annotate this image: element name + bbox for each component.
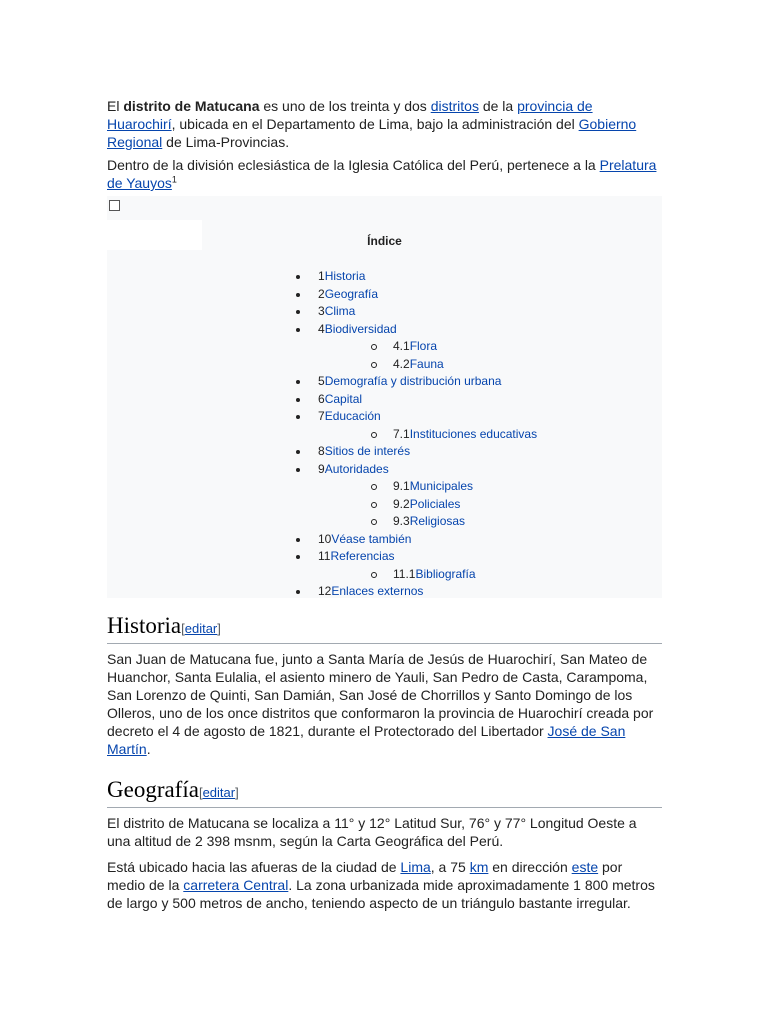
- link-prelatura-yauyos[interactable]: Prelatura de Yauyos: [107, 157, 657, 191]
- toc-link[interactable]: Instituciones educativas: [409, 426, 538, 441]
- body-text: por medio de la: [107, 859, 623, 893]
- toc-link[interactable]: Enlaces externos: [331, 584, 424, 598]
- heading-text: Geografía: [107, 777, 199, 802]
- toc-toggle-checkbox[interactable]: [109, 200, 120, 211]
- geografia-paragraph-1: El distrito de Matucana se localiza a 11° y 12° Latitud Sur, 76° y 77° Longitud Oeste a una altitud de 2 398 msnm, según la Carta Geográfica del Perú.: [107, 815, 637, 849]
- toc-number: 6: [318, 391, 325, 406]
- toc-subitem[interactable]: [296, 496, 537, 514]
- toc-number: 11: [318, 549, 331, 563]
- toc-item[interactable]: [296, 303, 537, 321]
- edit-bracket: [: [181, 621, 185, 636]
- edit-link[interactable]: editar: [184, 621, 218, 636]
- toc-link[interactable]: Historia: [324, 269, 366, 283]
- toc-link[interactable]: Bibliografía: [415, 566, 476, 581]
- link-provincia-huarochiri[interactable]: provincia de Huarochirí: [107, 98, 593, 132]
- toc-link[interactable]: Biodiversidad: [324, 321, 397, 336]
- toc-link[interactable]: Demografía y distribución urbana: [324, 374, 502, 388]
- toc-link[interactable]: Fauna: [409, 356, 444, 371]
- toc-link[interactable]: Educación: [324, 409, 381, 423]
- toc-number: 7.1: [393, 426, 410, 441]
- body-text: Está ubicado hacia las afueras de la ciudad de: [107, 859, 401, 875]
- link-jose-de-san-martin[interactable]: José de San Martín: [107, 723, 626, 757]
- toc-subitem[interactable]: [296, 478, 537, 496]
- toc-number: 9.3: [393, 514, 410, 528]
- toc-subitem[interactable]: [296, 426, 537, 444]
- toc-number: 9.2: [393, 496, 410, 511]
- toc-subitem[interactable]: [296, 356, 537, 374]
- toc-link[interactable]: Referencias: [330, 549, 395, 563]
- intro-text: , ubicada en el Departamento de Lima, bajo la administración del: [171, 116, 579, 132]
- edit-section: [199, 785, 239, 800]
- toc-item[interactable]: [296, 373, 537, 391]
- toc-link[interactable]: Sitios de interés: [324, 444, 411, 458]
- toc-link[interactable]: Véase también: [331, 531, 412, 546]
- body-text: , a 75: [430, 859, 470, 875]
- body-text: San Juan de Matucana fue, junto a Santa María de Jesús de Huarochirí, San Mateo de Huanchor, Santa Eulalia, el asiento minero de Yauli, San Pedro de Casta, Carampoma, San Lorenzo de Quinti, San Damián, San José de Chorrillos y Santo Domingo de los Olleros, uno de los once distritos que conformaron la provincia de Huarochirí creada por decreto el 4 de agosto de 1821, durante el Protectorado del Libertador: [107, 651, 654, 739]
- toc-number: 4.2: [393, 356, 410, 371]
- article-body: [107, 97, 662, 912]
- toc-item[interactable]: [296, 583, 537, 601]
- toc-link[interactable]: Policiales: [409, 496, 461, 511]
- intro-paragraph-2: [107, 156, 662, 192]
- link-este[interactable]: este: [571, 859, 599, 875]
- toc-item[interactable]: [296, 286, 537, 304]
- toc-item[interactable]: [296, 548, 537, 566]
- toc-link[interactable]: Religiosas: [409, 514, 466, 528]
- intro-text: es uno de los treinta y dos: [259, 98, 431, 114]
- link-km[interactable]: km: [469, 859, 489, 875]
- article-subject: distrito de Matucana: [123, 98, 260, 114]
- toc-number: 9: [318, 461, 325, 476]
- edit-section: [181, 621, 221, 636]
- edit-bracket: [: [198, 785, 203, 800]
- toc-item[interactable]: [296, 391, 537, 409]
- toc-number: 5: [318, 374, 325, 388]
- toc-title: Índice: [367, 234, 402, 248]
- toc-number: 10: [318, 531, 332, 546]
- edit-bracket: ]: [217, 621, 221, 636]
- toc-link[interactable]: Geografía: [324, 286, 379, 301]
- link-carretera-central[interactable]: carretera Central: [183, 877, 289, 893]
- toc-item[interactable]: [296, 321, 537, 339]
- toc-number: 4: [318, 321, 325, 336]
- toc-link[interactable]: Clima: [324, 304, 356, 318]
- intro-text: El: [107, 98, 124, 114]
- link-gobierno-regional[interactable]: Gobierno Regional: [107, 116, 637, 150]
- edit-bracket: ]: [235, 785, 239, 800]
- toc-item[interactable]: [296, 443, 537, 461]
- toc-number: 2: [318, 286, 325, 301]
- heading-text: Historia: [107, 613, 182, 638]
- toc-number: 12: [318, 584, 332, 598]
- body-text: .: [146, 741, 151, 757]
- toc-link[interactable]: Flora: [409, 339, 438, 353]
- intro-text: Dentro de la división eclesiástica de la Iglesia Católica del Perú, pertenece a la: [107, 157, 600, 173]
- intro-text: de Lima-Provincias.: [162, 134, 290, 150]
- toc-link[interactable]: Capital: [324, 391, 363, 406]
- toc-item[interactable]: [296, 268, 537, 286]
- intro-text: de la: [478, 98, 518, 114]
- toc-item[interactable]: [296, 461, 537, 479]
- toc-subitem[interactable]: [296, 513, 537, 531]
- link-distritos[interactable]: distritos: [430, 98, 479, 114]
- toc-number: 3: [318, 304, 325, 318]
- link-lima[interactable]: Lima: [400, 859, 431, 875]
- toc-number: 9.1: [393, 479, 410, 493]
- reference-marker[interactable]: 1: [171, 174, 177, 185]
- toc-number: 4.1: [393, 339, 410, 353]
- table-of-contents: [107, 196, 662, 598]
- section-heading-geografia: [107, 776, 662, 808]
- toc-subitem[interactable]: [296, 566, 537, 584]
- body-text: en dirección: [488, 859, 572, 875]
- toc-link[interactable]: Autoridades: [324, 461, 389, 476]
- historia-paragraph: [107, 650, 662, 758]
- toc-item[interactable]: [296, 408, 537, 426]
- section-heading-historia: [107, 612, 662, 644]
- toc-number: 11.1: [393, 566, 416, 581]
- toc-number: 1: [318, 269, 325, 283]
- toc-item[interactable]: [296, 531, 537, 549]
- toc-subitem[interactable]: [296, 338, 537, 356]
- toc-number: 8: [318, 444, 325, 458]
- intro-paragraph-1: [107, 97, 662, 151]
- toc-list: [296, 268, 537, 601]
- toc-number: 7: [318, 409, 325, 423]
- toc-link[interactable]: Municipales: [409, 479, 474, 493]
- body-text: . La zona urbanizada mide aproximadamente 1 800 metros de largo y 500 metros de ancho, teniendo aspecto de un triángulo bastante irregular.: [107, 877, 655, 911]
- edit-link[interactable]: editar: [202, 785, 236, 800]
- geografia-paragraph-2: [107, 858, 662, 912]
